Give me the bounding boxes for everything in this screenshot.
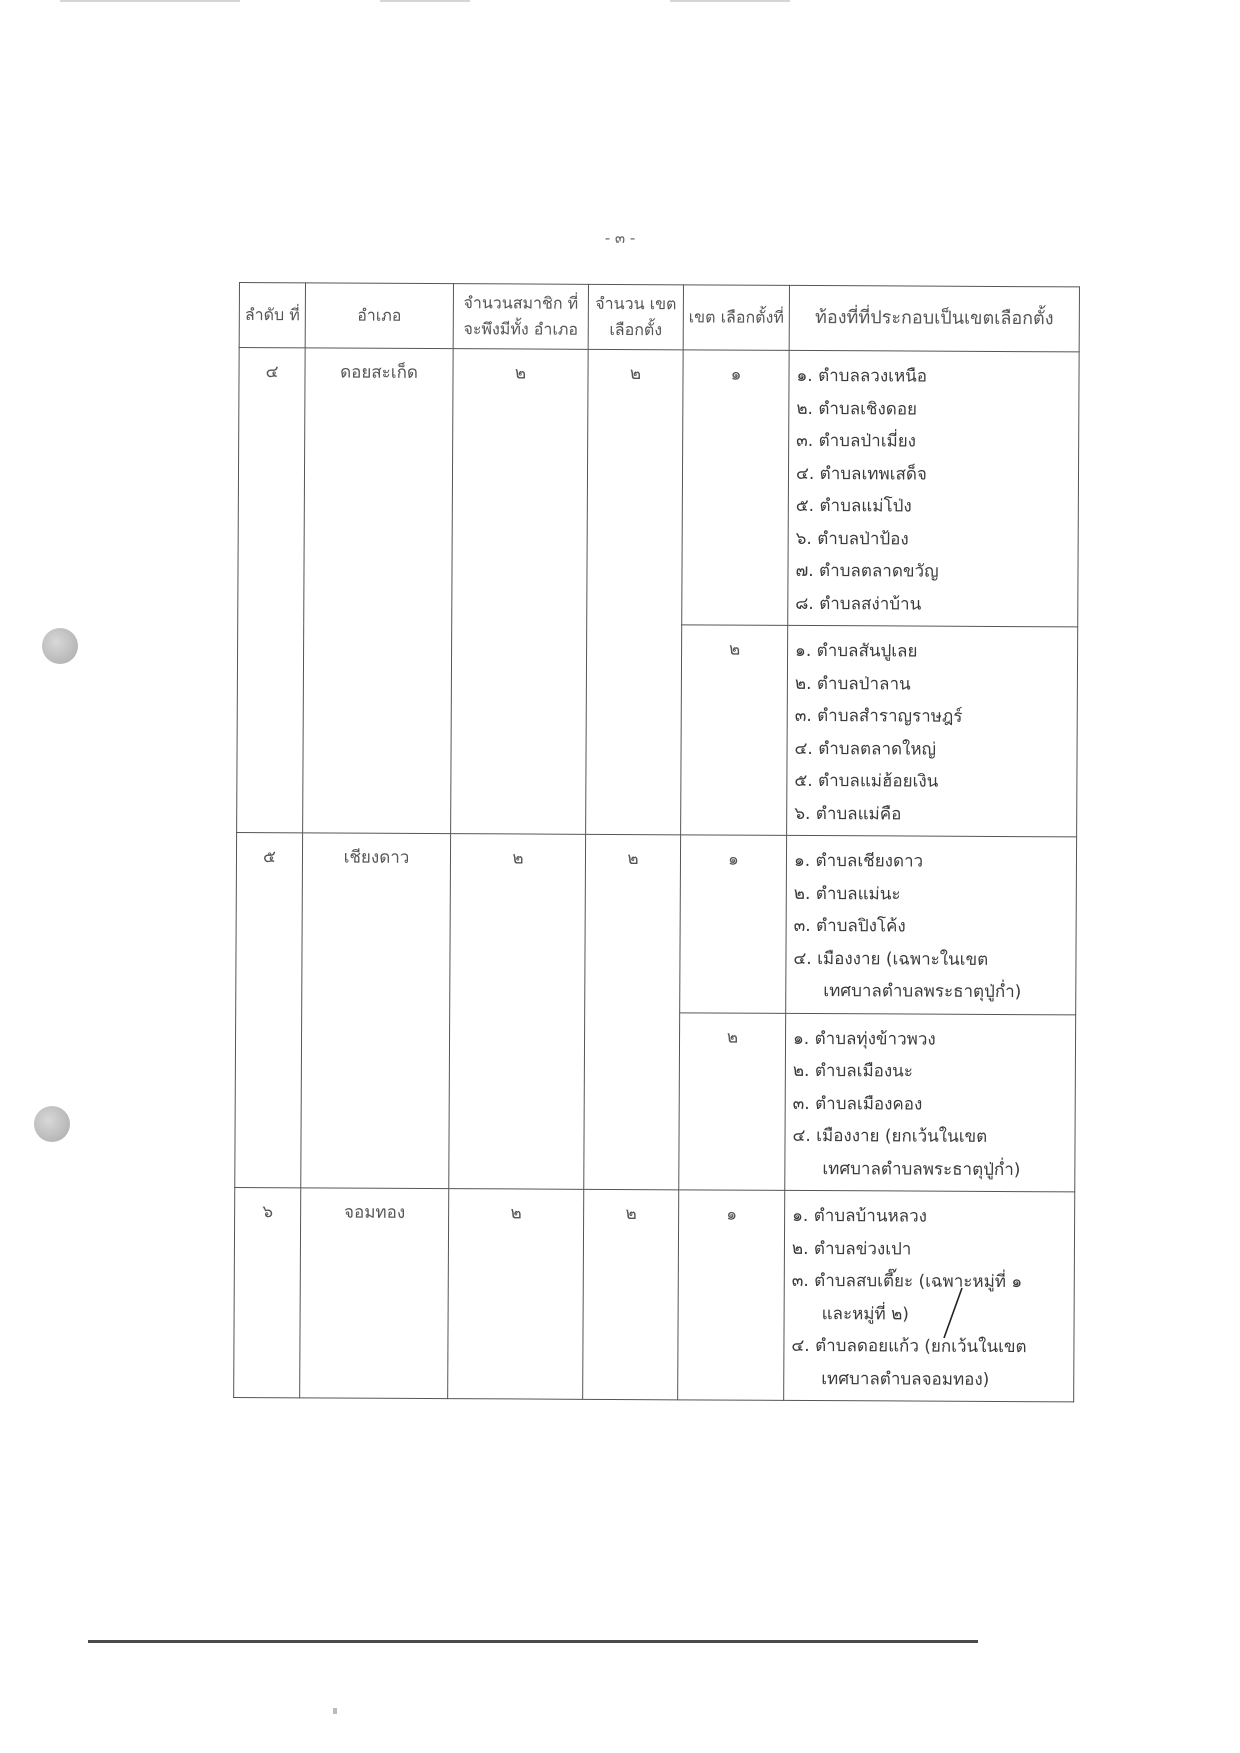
list-item: ๒. ตำบลแม่นะ bbox=[793, 883, 901, 904]
district-zones-count: ๒ bbox=[583, 1189, 679, 1399]
list-item: ๑. ตำบลเชียงดาว bbox=[793, 850, 924, 872]
district-name: ดอยสะเก็ด bbox=[303, 348, 454, 834]
zone-areas bbox=[788, 350, 1079, 627]
header-areas: ท้องที่ที่ประกอบเป็นเขตเลือกตั้ง bbox=[789, 285, 1079, 352]
district-members: ๒ bbox=[448, 1189, 584, 1400]
list-item-continuation: เทศบาลตำบลพระธาตุปู่ก่ำ) bbox=[823, 981, 1022, 1003]
district-zones-count: ๒ bbox=[586, 349, 684, 834]
list-item: ๑. ตำบลทุ่งข้าวพวง bbox=[792, 1028, 936, 1050]
list-item: ๒. ตำบลข่วงเปา bbox=[791, 1238, 912, 1260]
table-header-row bbox=[239, 283, 1079, 352]
zone-number: ๑ bbox=[682, 350, 789, 626]
list-item: ๖. ตำบลป่าป้อง bbox=[795, 528, 909, 550]
list-item: ๑. ตำบลสันปูเลย bbox=[795, 640, 918, 662]
list-item: ๕. ตำบลแม่ฮ้อยเงิน bbox=[794, 770, 939, 792]
list-item-line: ๓. ตำบลสบเตี๊ยะ (เฉพาะหมู่ที่ ๑ bbox=[791, 1270, 1023, 1293]
list-item: ๓. ตำบลสำราญราษฎร์ bbox=[794, 705, 963, 727]
electoral-district-table bbox=[233, 282, 1080, 1402]
list-item: ๒. ตำบลป่าลาน bbox=[794, 673, 911, 695]
zone-areas bbox=[785, 1013, 1076, 1192]
district-name: จอมทอง bbox=[300, 1188, 449, 1399]
punch-hole bbox=[42, 628, 78, 664]
list-item bbox=[792, 1120, 1069, 1186]
header-members: จำนวนสมาชิก ที่จะพึงมีทั้ง อำเภอ bbox=[453, 284, 588, 350]
list-item bbox=[791, 1330, 1068, 1396]
zone-areas bbox=[786, 835, 1077, 1014]
header-zones-count: จำนวน เขต เลือกตั้ง bbox=[588, 284, 683, 349]
scan-edge-line bbox=[60, 0, 240, 2]
list-item: ๕. ตำบลแม่โป่ง bbox=[795, 495, 912, 517]
list-item-line: ๔. ตำบลดอยแก้ว (ยกเว้นในเขต bbox=[791, 1335, 1027, 1358]
district-name: เชียงดาว bbox=[301, 833, 451, 1189]
list-item: ๓. ตำบลเมืองคอง bbox=[792, 1093, 923, 1115]
header-order: ลำดับ ที่ bbox=[239, 283, 305, 348]
header-district: อำเภอ bbox=[305, 283, 453, 349]
table-row bbox=[238, 348, 1079, 627]
district-members: ๒ bbox=[451, 349, 589, 835]
list-item-line: ๔. เมืองงาย (เฉพาะในเขต bbox=[793, 948, 989, 970]
list-item-continuation: เทศบาลตำบลจอมทอง) bbox=[821, 1368, 990, 1390]
list-item: ๒. ตำบลเมืองนะ bbox=[792, 1060, 914, 1082]
list-item: ๖. ตำบลแม่คือ bbox=[794, 803, 902, 824]
table-row bbox=[236, 832, 1077, 1014]
list-item-continuation: เทศบาลตำบลพระธาตุปู่ก่ำ) bbox=[822, 1158, 1021, 1180]
header-zone-no: เขต เลือกตั้งที่ bbox=[683, 285, 789, 351]
list-item bbox=[792, 1265, 1069, 1331]
zone-areas bbox=[784, 1190, 1075, 1402]
zone-number: ๑ bbox=[680, 835, 787, 1013]
district-members: ๒ bbox=[449, 834, 586, 1190]
zone-number: ๒ bbox=[681, 625, 788, 836]
list-item: ๑. ตำบลบ้านหลวง bbox=[792, 1205, 927, 1227]
district-order: ๔ bbox=[237, 348, 306, 833]
bottom-rule bbox=[88, 1640, 978, 1643]
handwritten-correction-mark bbox=[938, 1286, 968, 1342]
list-item: ๔. ตำบลตลาดใหญ่ bbox=[794, 738, 937, 760]
zone-areas bbox=[787, 625, 1078, 837]
list-item: ๘. ตำบลสง่าบ้าน bbox=[795, 593, 922, 615]
list-item-continuation: และหมู่ที่ ๒) bbox=[821, 1303, 910, 1325]
scan-speck bbox=[333, 1708, 337, 1714]
list-item: ๒. ตำบลเชิงดอย bbox=[796, 398, 918, 420]
list-item: ๗. ตำบลตลาดขวัญ bbox=[795, 560, 939, 582]
list-item: ๔. ตำบลเทพเสด็จ bbox=[795, 463, 927, 485]
scan-edge-line bbox=[670, 0, 790, 2]
page-number: - ๓ - bbox=[604, 229, 636, 247]
list-item-line: ๔. เมืองงาย (ยกเว้นในเขต bbox=[792, 1125, 988, 1147]
punch-hole bbox=[34, 1106, 70, 1142]
list-item: ๑. ตำบลลวงเหนือ bbox=[796, 365, 928, 387]
district-zones-count: ๒ bbox=[584, 834, 681, 1189]
district-order: ๕ bbox=[235, 832, 303, 1187]
list-item: ๓. ตำบลปิงโค้ง bbox=[793, 915, 906, 937]
list-item: ๓. ตำบลป่าเมี่ยง bbox=[796, 430, 917, 452]
scan-edge-line bbox=[380, 0, 470, 2]
zone-number: ๒ bbox=[679, 1012, 786, 1190]
zone-number: ๑ bbox=[678, 1190, 785, 1401]
list-item bbox=[793, 942, 1070, 1008]
district-order: ๖ bbox=[234, 1187, 301, 1397]
